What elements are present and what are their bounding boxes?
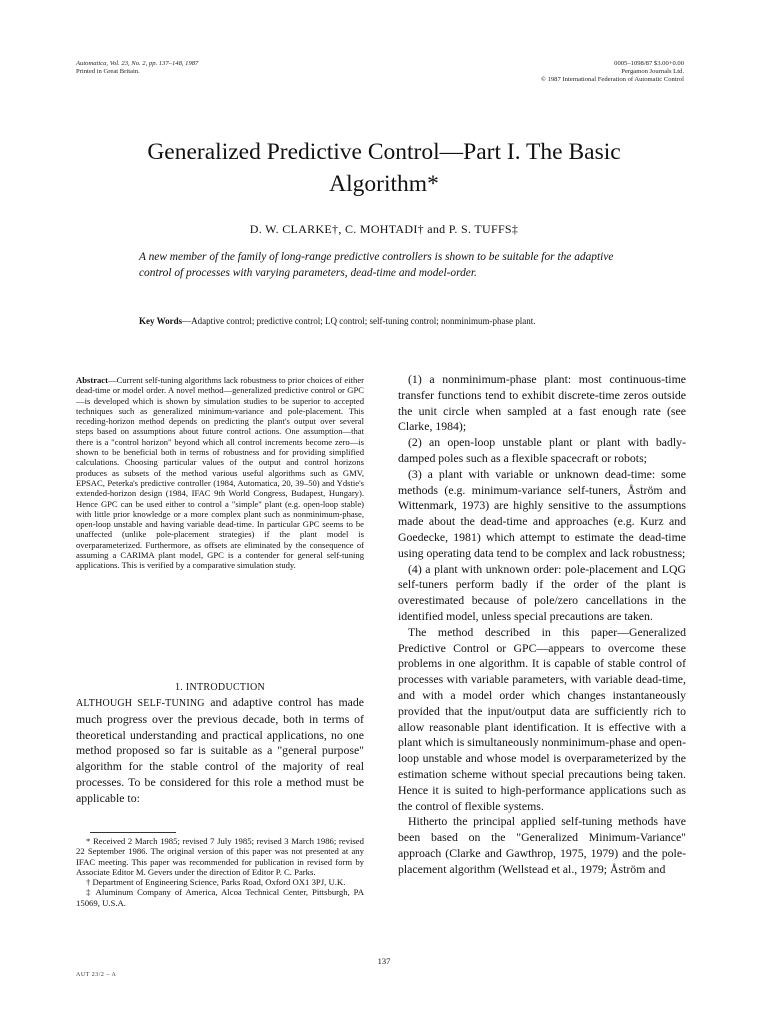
intro-text: and adaptive control has made much progress over the previous decade, both in terms of theoretical understanding and practical applications, no one method proposed so far is suitable as a "general purpose" algorithm for the stable control of the majority of real processes. To be considered for this role a method must be applicable to:	[76, 695, 364, 805]
right-column-text	[398, 372, 686, 878]
paragraph: Hitherto the principal applied self-tuning methods have been based on the "Generalized Minimum-Variance" approach (Clarke and Gawthrop, 1975, 1979) and the pole-placement algorithm (Wellstead et al., 1979; Åström and	[398, 814, 686, 876]
journal-citation	[76, 60, 198, 76]
footnote-affiliation-alcoa: ‡ Aluminum Company of America, Alcoa Technical Center, Pittsburgh, PA 15069, U.S.A.	[76, 887, 364, 908]
paragraph: (2) an open-loop unstable plant or plant with badly-damped poles such as a flexible spacecraft or robots;	[398, 435, 686, 465]
footnotes	[76, 836, 364, 908]
keywords-text: —Adaptive control; predictive control; LQ control; self-tuning control; nonminimum-phase plant.	[182, 316, 536, 326]
citation-line: Automatica, Vol. 23, No. 2, pp. 137–148, 1987	[76, 60, 199, 67]
keywords	[139, 316, 634, 328]
abstract-text: —Current self-tuning algorithms lack robustness to prior choices of either dead-time or model order. A novel method—generalized predictive control or GPC—is developed which is shown by simulation studies to be superior to accepted techniques such as generalized minimum-variance and pole-placement. This receding-horizon method depends on predicting the plant's output over several steps based on assumptions about future control actions. One assumption—that there is a "control horizon" beyond which all control increments become zero—is shown to be beneficial both in terms of robustness and for providing simplified calculations. Choosing particular values of the output and control horizons produces as subsets of the method various useful algorithms such as GMV, EPSAC, Peterka's predictive controller (1984, Automatica, 20, 39–50) and Ydstie's extended-horizon design (1984, IFAC 9th World Congress, Budapest, Hungary). Hence GPC can be used either to control a "simple" plant (e.g. open-loop stable) with little prior knowledge or a more complex plant such as nonminimum-phase, open-loop unstable and having variable dead-time. In particular GPC seems to be unaffected (unlike pole-placement strategies) if the plant model is overparameterized. Furthermore, as offsets are eliminated by the consequence of assuming a CARIMA plant model, GPC is a contender for general self-tuning applications. This is verified by a comparative simulation study.	[76, 375, 364, 571]
printed-in-line: Printed in Great Britain.	[76, 68, 140, 75]
footnote-rule	[90, 832, 176, 833]
title-line-1: Generalized Predictive Control—Part I. The Basic	[147, 139, 621, 165]
summary-statement: A new member of the family of long-range predictive controllers is shown to be suitable for the adaptive control of processes with varying parameters, dead-time and model-order.	[139, 251, 614, 279]
intro-lead-caps: ALTHOUGH SELF-TUNING	[76, 698, 205, 709]
paragraph: (4) a plant with unknown order: pole-placement and LQG self-tuners perform badly if the order of the plant is overestimated because of pole/zero cancellations in the identified model, unless special precautions are taken.	[398, 561, 686, 623]
title-line-2: Algorithm*	[329, 171, 439, 197]
abstract	[76, 375, 364, 571]
abstract-label: Abstract	[76, 375, 108, 385]
copyright-line: © 1987 International Federation of Automatic Control	[540, 76, 684, 83]
paragraph: (3) a plant with variable or unknown dead-time: some methods (e.g. minimum-variance self-tuners, Åström and Wittenmark, 1973) are highly sensitive to the assumptions made about the dead-time and approaches (e.g. Kurz and Goedecke, 1981) which attempt to estimate the dead-time using operating data tend to be complex and lack robustness;	[398, 466, 686, 560]
publisher-info	[541, 60, 684, 84]
paragraph: The method described in this paper—Generalized Predictive Control or GPC—appears to overcome these problems in one algorithm. It is capable of stable control of processes with variable parameters, with variable dead-time, and with a model order which changes instantaneously provided that the input/output data are sufficiently rich to allow reasonable plant identification. It is effective with a plant which is simultaneously nonminimum-phase and open-loop unstable and whose model is overparameterized by the estimation scheme without special precautions being taken. Hence it is suited to high-performance applications such as the control of flexible systems.	[398, 624, 686, 813]
author-list: D. W. CLARKE†, C. MOHTADI† and P. S. TUFFS‡	[249, 222, 519, 236]
publisher-name: Pergamon Journals Ltd.	[621, 68, 684, 75]
footnote-received: * Received 2 March 1985; revised 7 July 1985; revised 3 March 1986; revised 22 September 1986. The original version of this paper was not presented at any IFAC meeting. This paper was recommended for publication in revised form by Associate Editor M. Gevers under the direction of Editor P. C. Parks.	[76, 836, 364, 877]
introduction-paragraph	[76, 695, 364, 807]
footer-code: AUT 23/2 – A	[76, 972, 117, 978]
footnote-affiliation-oxford: † Department of Engineering Science, Parks Road, Oxford OX1 3PJ, U.K.	[86, 877, 346, 888]
paragraph: (1) a nonminimum-phase plant: most continuous-time transfer functions tend to exhibit discrete-time zeros outside the unit circle when sampled at a fast enough rate (see Clarke, 1984);	[398, 372, 686, 434]
keywords-label: Key Words	[139, 316, 183, 326]
paper-title	[60, 136, 708, 200]
page-number: 137	[377, 956, 391, 966]
section-heading: 1. INTRODUCTION	[174, 682, 266, 693]
price-code: 0005–1098/87 $3.00+0.00	[614, 60, 684, 67]
